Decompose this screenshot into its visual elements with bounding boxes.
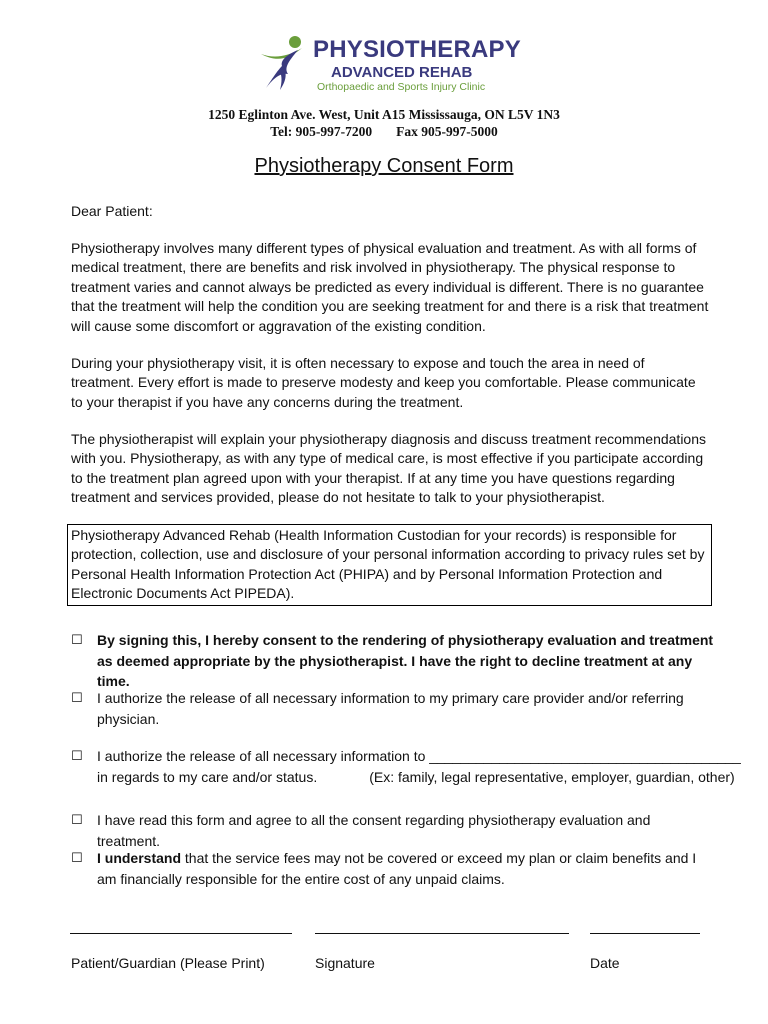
consent-item-read-form [71,810,716,851]
logo-subtitle: ADVANCED REHAB [331,64,473,81]
consent-checkbox-read-form[interactable]: ☐ [71,812,83,827]
logo-tagline: Orthopaedic and Sports Injury Clinic [317,81,486,93]
release-other-regards: in regards to my care and/or status. [97,768,318,785]
logo-title: PHYSIOTHERAPY [313,36,521,63]
consent-text-release-other-line2 [97,767,735,788]
consent-checkbox-treatment[interactable]: ☐ [71,632,83,647]
runner-logo-icon [258,34,308,92]
salutation: Dear Patient: [71,203,153,219]
date-label: Date [590,955,620,971]
print-name-line[interactable] [70,933,292,934]
paragraph-diagnosis: The physiotherapist will explain your physiotherapy diagnosis and discuss treatment recommendations with you. Physiotherapy, as with any type of medical care, is most effective if you participate according to the treatment plan agreed upon with your therapist. If at any time you have questions regarding treatment and services provided, please do not hesitate to talk to your physiotherapist. [71,431,706,506]
clinic-phone-line [0,124,768,140]
consent-text-treatment: By signing this, I hereby consent to the rendering of physiotherapy evaluation and treatment as deemed appropriate by the physiotherapist. I have the right to decline treatment at any time. [97,632,714,689]
clinic-logo [258,34,528,94]
clinic-fax: Fax 905-997-5000 [396,124,498,139]
consent-checkbox-fees[interactable]: ☐ [71,850,83,865]
consent-checkbox-release-primary[interactable]: ☐ [71,690,83,705]
clinic-address: 1250 Eglinton Ave. West, Unit A15 Mississauga, ON L5V 1N3 [208,107,560,122]
consent-item-treatment [71,630,716,692]
release-other-examples: (Ex: family, legal representative, employer, guardian, other) [369,768,735,785]
paragraph-treatment-risks: Physiotherapy involves many different types of physical evaluation and treatment. As with all forms of medical treatment, there are benefits and risk involved in physiotherapy. The physical response to treatment varies and cannot always be predicted as every individual is different. There is no guarantee that the treatment will help the condition you are seeking treatment for and there is a risk that treatment will cause some discomfort or aggravation of the existing condition. [71,240,709,334]
privacy-notice-box: Physiotherapy Advanced Rehab (Health Information Custodian for your records) is responsible for protection, collection, use and disclosure of your personal information according to privacy rules set by Personal Health Information Protection Act (PHIPA) and by Personal Information Protection and Electronic Documents Act PIPEDA). [67,524,712,606]
date-line[interactable] [590,933,700,934]
paragraph-modesty: During your physiotherapy visit, it is often necessary to expose and touch the area in need of treatment. Every effort is made to preserve modesty and keep you comfortable. Please communicate to your therapist if you have any concerns during the treatment. [71,355,696,410]
fees-understand-bold: I understand [97,850,182,866]
clinic-tel: Tel: 905-997-7200 [270,124,373,139]
consent-item-fees [71,848,716,889]
consent-item-release-other [71,746,741,787]
signature-label: Signature [315,955,375,971]
consent-text-read-form: I have read this form and agree to all the consent regarding physiotherapy evaluation and treatment. [97,812,651,849]
consent-text-fees [97,848,716,889]
consent-item-release-primary [71,688,716,729]
form-title: Physiotherapy Consent Form [254,155,514,177]
print-name-label: Patient/Guardian (Please Print) [71,955,265,971]
fees-understand-rest: that the service fees may not be covered or exceed my plan or claim benefits and I am financially responsible for the entire cost of any unpaid claims. [97,850,697,887]
consent-text-release-other: I authorize the release of all necessary information to ________________________________________ [97,748,741,764]
consent-checkbox-release-other[interactable]: ☐ [71,748,83,763]
signature-line[interactable] [315,933,569,934]
consent-text-release-primary: I authorize the release of all necessary information to my primary care provider and/or referring physician. [97,690,684,727]
